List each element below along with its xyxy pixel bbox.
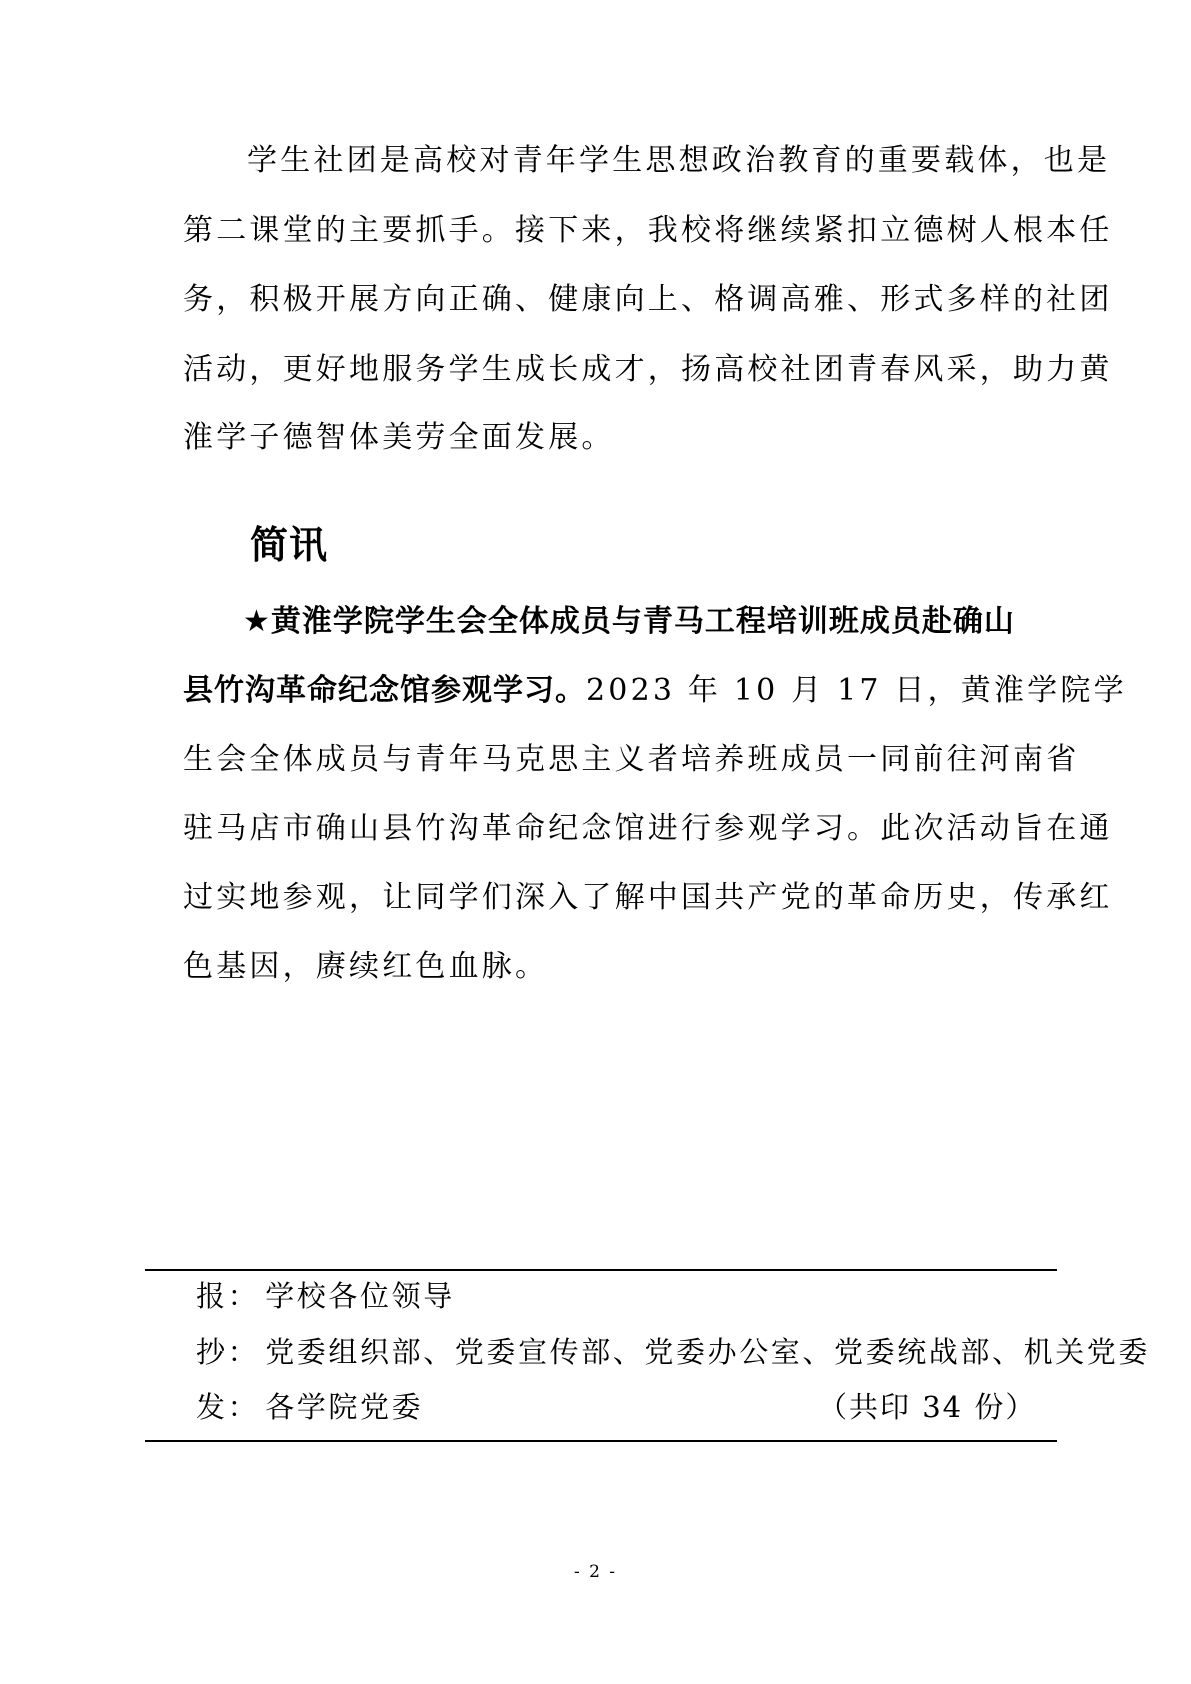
briefing-line: 色基因，赓续红色血脉。 [183,949,549,984]
briefing-line: 过实地参观，让同学们深入了解中国共产党的革命历史，传承红 [183,880,1113,915]
briefing-title-line: ★黄淮学院学生会全体成员与青马工程培训班成员赴确山 [243,604,1015,639]
copy-value: 党委组织部、党委宣传部、党委办公室、党委统战部、机关党委 [265,1335,1151,1369]
paragraph-line: 学生社团是高校对青年学生思想政治教育的重要载体，也是 [247,143,1111,178]
briefing-date-text: 2023 年 10 月 17 日，黄淮学院学 [586,673,1127,708]
top-rule [145,1269,1057,1271]
briefing-line: 生会全体成员与青年马克思主义者培养班成员一同前往河南省 [183,742,1080,777]
paragraph-line: 淮学子德智体美劳全面发展。 [183,420,615,455]
report-label: 报： [196,1279,260,1313]
send-label: 发： [196,1390,260,1424]
briefing-title-end: 县竹沟革命纪念馆参观学习。 [183,673,586,708]
report-value: 学校各位领导 [265,1279,455,1313]
paragraph-line: 务，积极开展方向正确、健康向上、格调高雅、形式多样的社团 [183,282,1113,317]
briefing-line [183,673,1127,709]
section-heading: 简讯 [250,522,329,567]
page-number: - 2 - [573,1562,618,1582]
bottom-rule [145,1440,1057,1442]
report-row [196,1278,455,1314]
copy-row [196,1334,1150,1370]
send-value: 各学院党委 [265,1390,424,1424]
briefing-line: 驻马店市确山县竹沟革命纪念馆进行参观学习。此次活动旨在通 [183,811,1113,846]
send-row [196,1389,423,1425]
copy-label: 抄： [196,1335,260,1369]
paragraph-line: 第二课堂的主要抓手。接下来，我校将继续紧扣立德树人根本任 [183,213,1113,248]
paragraph-line: 活动，更好地服务学生成长成才，扬高校社团青春风采，助力黄 [183,352,1113,387]
copies-count: （共印 34 份） [818,1390,1037,1424]
